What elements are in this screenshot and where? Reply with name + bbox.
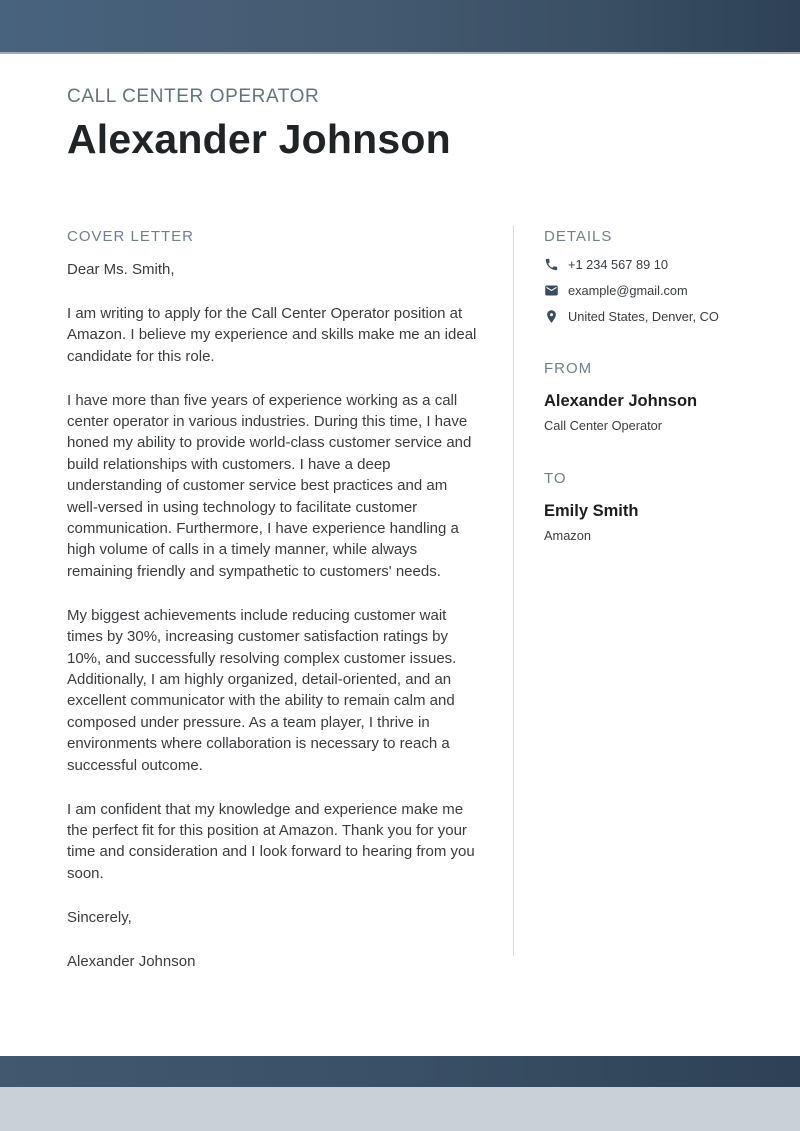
to-heading: TO [544, 470, 567, 487]
from-heading: FROM [544, 360, 593, 377]
page-title: Alexander Johnson [67, 116, 451, 162]
from-section [544, 360, 759, 433]
to-section [544, 470, 759, 543]
cover-letter-column [67, 228, 481, 994]
signature-line: Alexander Johnson [67, 952, 196, 970]
from-role: Call Center Operator [544, 418, 663, 433]
map-pin-icon [544, 309, 559, 324]
greeting-line: Dear Ms. Smith, [67, 261, 175, 278]
paragraph: I am confident that my knowledge and experience make me the perfect fit for this position at Amazon. Thank you for your time and consideration and I look forward to hearing from you soon. [67, 800, 475, 882]
from-name: Alexander Johnson [544, 392, 698, 410]
cover-letter-heading: COVER LETTER [67, 228, 195, 245]
phone-row [544, 257, 759, 272]
details-heading: DETAILS [544, 228, 613, 245]
phone-icon [544, 257, 559, 272]
envelope-icon [544, 283, 559, 298]
top-header-band [0, 0, 800, 54]
column-divider [513, 226, 514, 956]
paragraph: My biggest achievements include reducing customer wait times by 30%, increasing customer satisfaction ratings by 10%, and successfully resolving complex customer issues. Additionally, I am highly organized, detail-oriented, and an excellent communicator with the ability to remain calm and composed under pressure. As a team player, I thrive in environments where collaboration is necessary to reach a successful outcome. [67, 606, 457, 774]
details-sidebar [544, 228, 759, 543]
location-row [544, 309, 759, 324]
closing-line: Sincerely, [67, 908, 132, 926]
paragraph: I have more than five years of experience working as a call center operator in various industries. During this time, I have honed my ability to provide world-class customer service and build relationships with customers. I have a deep understanding of customer service best practices and am well-versed in using technology to facilitate customer communication. Furthermore, I have experience handling a high volume of calls in a timely manner, while always remaining friendly and sympathetic to customers' needs. [67, 391, 472, 580]
bottom-footer-band [0, 1056, 800, 1087]
location-value: United States, Denver, CO [568, 309, 719, 324]
document-header [67, 86, 727, 162]
email-row [544, 283, 759, 298]
job-title-kicker: CALL CENTER OPERATOR [67, 86, 320, 107]
cover-letter-body [67, 259, 481, 972]
to-name: Emily Smith [544, 502, 639, 520]
phone-value: +1 234 567 89 10 [568, 257, 668, 272]
paragraph: I am writing to apply for the Call Center Operator position at Amazon. I believe my experience and skills make me an ideal candidate for this role. [67, 304, 477, 365]
to-company: Amazon [544, 528, 591, 543]
bottom-page-edge [0, 1087, 800, 1131]
email-value: example@gmail.com [568, 283, 688, 298]
